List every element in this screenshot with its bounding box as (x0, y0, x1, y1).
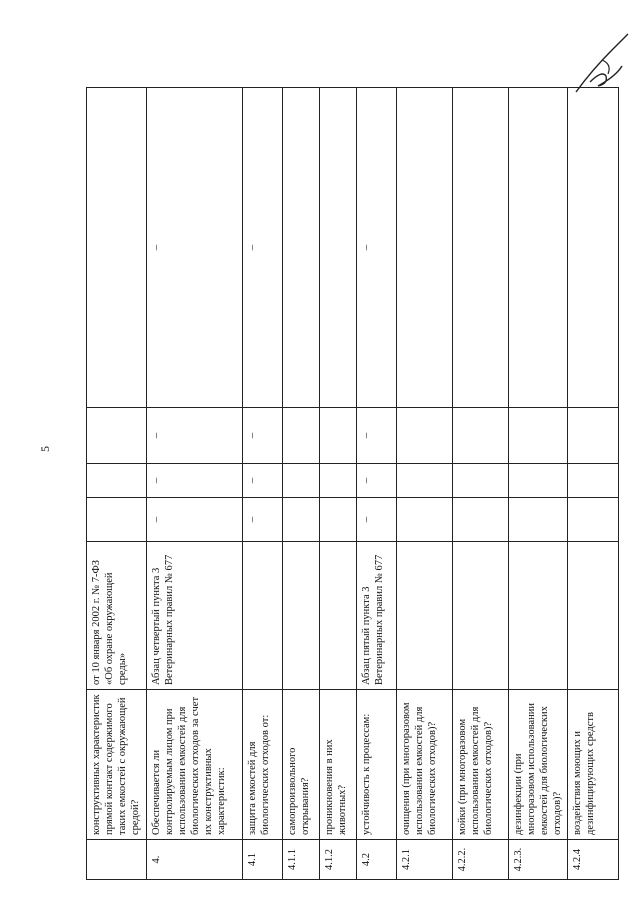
page-number: 5 (38, 446, 52, 452)
row-col-4: – (242, 88, 282, 408)
row-col-3: – (356, 408, 396, 464)
table-row (568, 88, 619, 880)
row-reference (242, 542, 282, 690)
table-row (146, 88, 242, 880)
row-col-2 (396, 464, 452, 498)
row-col-1 (452, 498, 508, 542)
row-number: 4.2 (356, 840, 396, 880)
row-col-1 (396, 498, 452, 542)
row-question: воздействия моющих и дезинфицирующих средств (568, 690, 619, 840)
checklist-table-rotated (86, 88, 601, 880)
table-row (396, 88, 452, 880)
row-col-3 (568, 408, 619, 464)
row-col-4: – (146, 88, 242, 408)
row-col-2 (508, 464, 568, 498)
row-col-3 (508, 408, 568, 464)
row-col-2 (87, 464, 147, 498)
row-number: 4.2.2. (452, 840, 508, 880)
row-col-1: – (242, 498, 282, 542)
table-row (242, 88, 282, 880)
table-row (508, 88, 568, 880)
row-question: защита емкостей для биологических отходов от: (242, 690, 282, 840)
row-question: очищения (при многоразовом использовании емкостей для биологических отходов)? (396, 690, 452, 840)
row-col-1 (568, 498, 619, 542)
row-question: проникновения в них животных? (319, 690, 356, 840)
row-col-3 (87, 408, 147, 464)
checklist-table (86, 87, 619, 880)
row-number: 4.1.2 (319, 840, 356, 880)
table-row (87, 88, 147, 880)
row-col-3 (319, 408, 356, 464)
row-col-4 (508, 88, 568, 408)
row-reference (568, 542, 619, 690)
row-reference (282, 542, 319, 690)
table-row (282, 88, 319, 880)
row-reference: от 10 января 2002 г. № 7-ФЗ «Об охране окружающей среды» (87, 542, 147, 690)
row-col-2: – (242, 464, 282, 498)
row-question: устойчивость к процессам: (356, 690, 396, 840)
row-col-2: – (356, 464, 396, 498)
row-col-1 (282, 498, 319, 542)
row-col-2 (452, 464, 508, 498)
row-col-3 (282, 408, 319, 464)
row-number: 4.1 (242, 840, 282, 880)
row-col-2 (282, 464, 319, 498)
row-reference (319, 542, 356, 690)
row-col-1: – (146, 498, 242, 542)
row-col-4: – (356, 88, 396, 408)
row-col-1 (508, 498, 568, 542)
row-col-2 (319, 464, 356, 498)
row-col-3 (452, 408, 508, 464)
row-col-2: – (146, 464, 242, 498)
row-reference: Абзац четвертый пункта 3 Ветеринарных правил № 677 (146, 542, 242, 690)
row-col-1 (319, 498, 356, 542)
row-col-4 (319, 88, 356, 408)
row-number (87, 840, 147, 880)
row-reference (452, 542, 508, 690)
row-col-4 (568, 88, 619, 408)
row-col-1 (87, 498, 147, 542)
row-reference (396, 542, 452, 690)
table-row (452, 88, 508, 880)
row-col-3: – (242, 408, 282, 464)
row-number: 4.1.1 (282, 840, 319, 880)
row-reference: Абзац пятый пункта 3 Ветеринарных правил № 677 (356, 542, 396, 690)
row-number: 4.2.3. (508, 840, 568, 880)
row-question: мойки (при многоразовом использовании емкостей для биологических отходов)? (452, 690, 508, 840)
row-col-3: – (146, 408, 242, 464)
table-row (319, 88, 356, 880)
row-col-4 (87, 88, 147, 408)
row-question: Обеспечивается ли контролируемым лицом при использовании емкостей для биологических отходов за счет их конструктивных характеристик: (146, 690, 242, 840)
row-col-2 (568, 464, 619, 498)
row-col-4 (452, 88, 508, 408)
row-number: 4.2.1 (396, 840, 452, 880)
row-question: дезинфекции (при многоразовом использовании емкостей для биологических отходов)? (508, 690, 568, 840)
row-col-4 (396, 88, 452, 408)
table-row (356, 88, 396, 880)
row-reference (508, 542, 568, 690)
row-number: 4.2.4 (568, 840, 619, 880)
row-number: 4. (146, 840, 242, 880)
row-col-3 (396, 408, 452, 464)
row-col-1: – (356, 498, 396, 542)
row-question: самопроизвольного открывания? (282, 690, 319, 840)
row-question: конструктивных характеристик прямой контакт содержимого таких емкостей с окружающей средой? (87, 690, 147, 840)
row-col-4 (282, 88, 319, 408)
